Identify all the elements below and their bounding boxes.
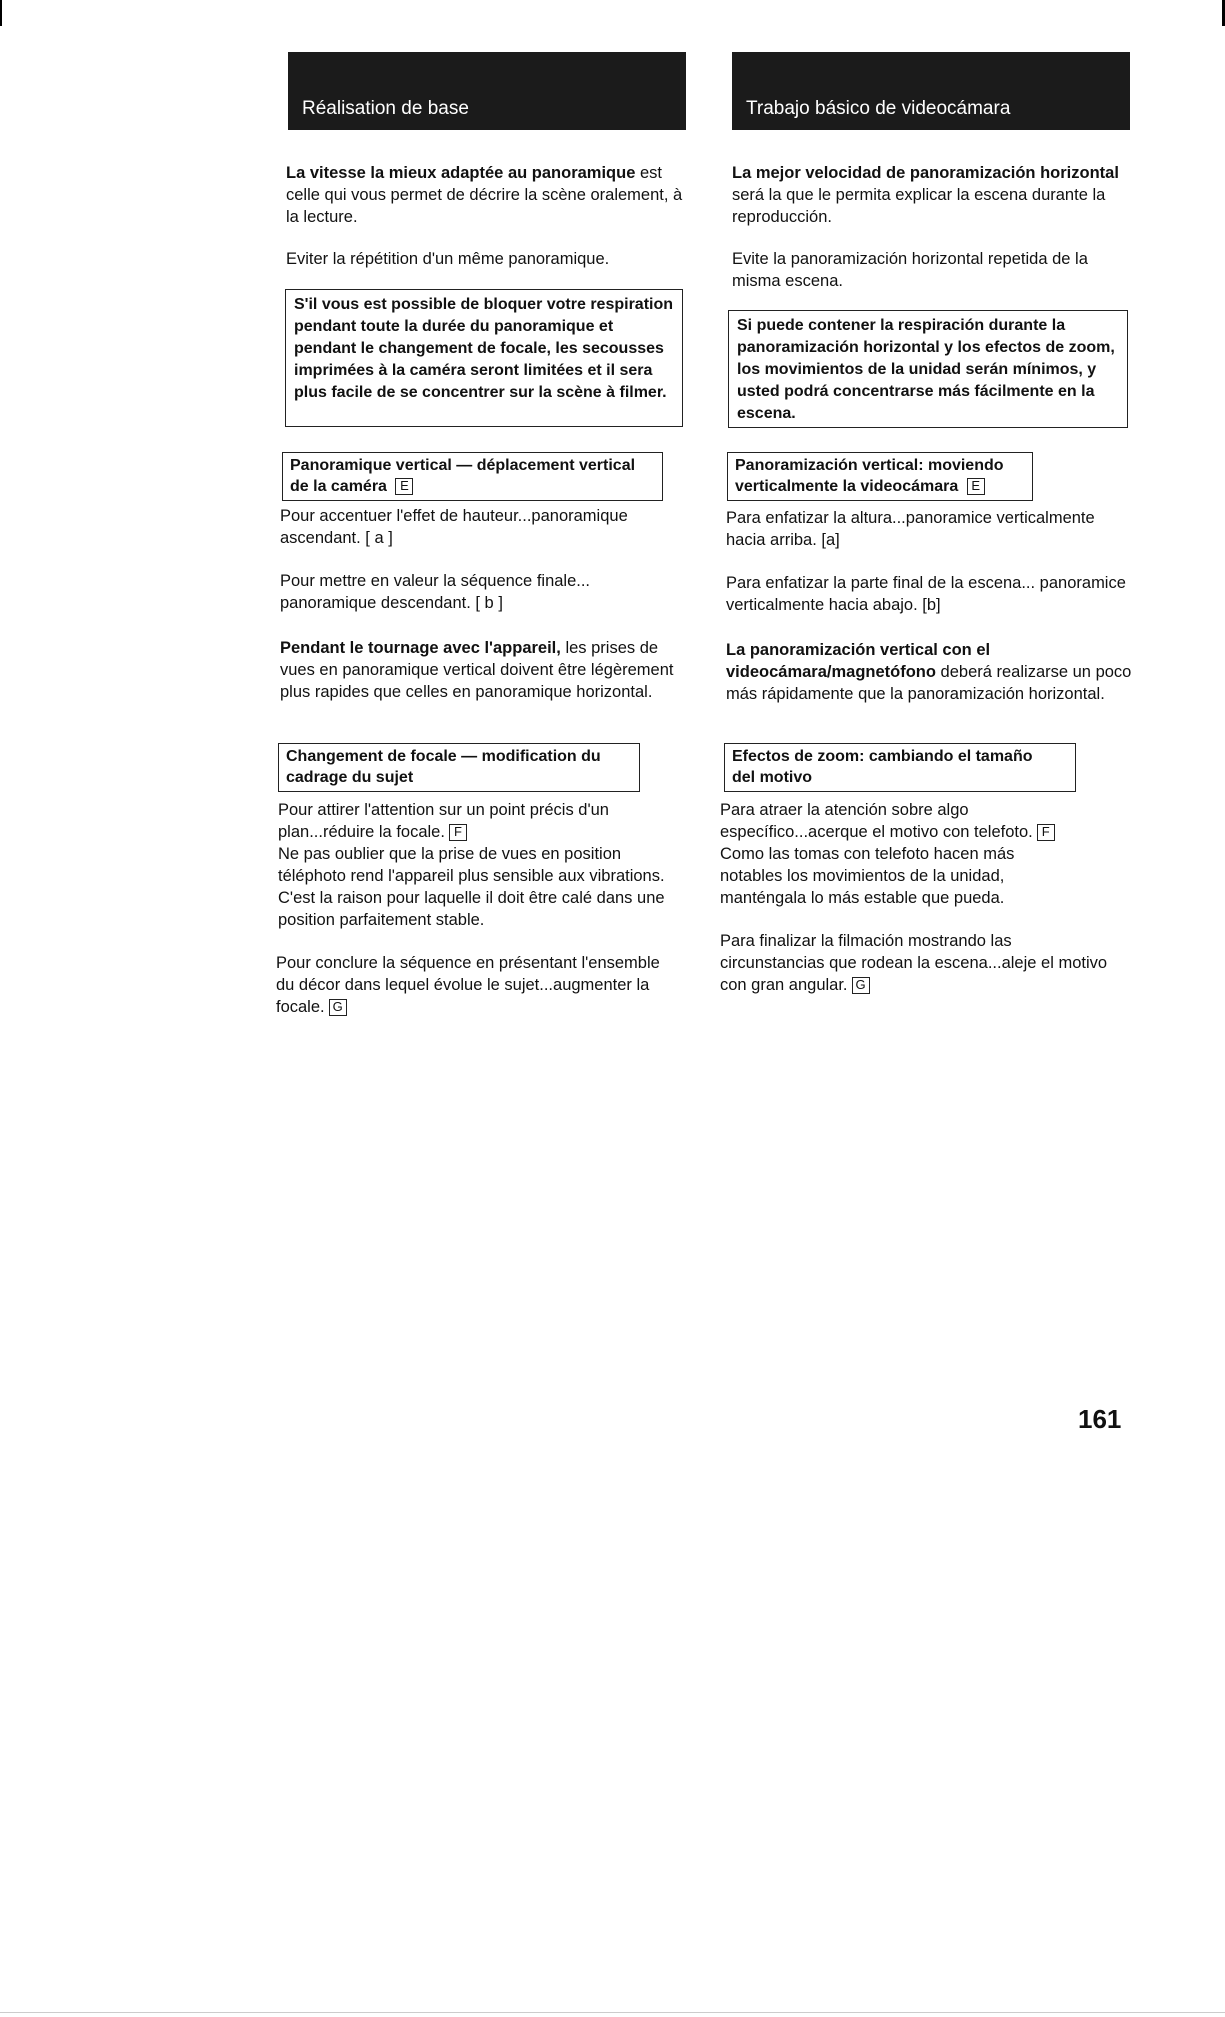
- spanish-zoom-p3: Para finalizar la filmación mostrando las circunstancias que rodean la escena...aleje el motivo con gran angular. G: [720, 932, 1108, 994]
- spanish-intro-rest: será la que le permita explicar la escena durante la reproducción.: [732, 186, 1106, 226]
- french-avoid-text: Eviter la répétition d'un même panoramique.: [286, 250, 610, 268]
- illustration-f-icon: F: [1037, 824, 1055, 841]
- french-vertical-title-line2: de la caméra E: [290, 476, 655, 497]
- french-vertical-p3: [280, 637, 686, 703]
- bottom-edge-line: [0, 2012, 1225, 2013]
- spanish-tip-box: Si puede contener la respiración durante la panoramización horizontal y los efectos de zoom, los movimientos de la unidad serán mínimos, y usted podrá concentrarse más fácilmente en la escena.: [728, 310, 1128, 428]
- french-vertical-p1: Pour accentuer l'effet de hauteur...panoramique ascendant. [ a ]: [280, 507, 628, 547]
- spanish-zoom-title: [724, 743, 1076, 792]
- spanish-zoom-p2: Como las tomas con telefoto hacen más notables los movimientos de la unidad, manténgala lo más estable que pueda.: [720, 845, 1015, 907]
- illustration-g-icon: G: [852, 977, 870, 994]
- spanish-zoom-title-line1: Efectos de zoom: cambiando el tamaño: [732, 748, 1033, 765]
- spanish-avoid-text: Evite la panoramización horizontal repetida de la misma escena.: [732, 250, 1088, 290]
- spanish-vertical-p3-rest: deberá realizarse un poco más rápidamente que la panoramización horizontal.: [726, 663, 1132, 703]
- spanish-vertical-title-line1: Panoramización vertical: moviendo: [735, 457, 1004, 474]
- french-intro: [286, 162, 690, 228]
- spanish-zoom-p1: Para atraer la atención sobre algo específico...acerque el motivo con telefoto. F: [720, 799, 1080, 843]
- french-zoom-p2: Ne pas oublier que la prise de vues en position téléphoto rend l'appareil plus sensible aux vibrations. C'est la raison pour laquelle il doit être calé dans une position parfaitement stable.: [278, 845, 665, 929]
- spanish-vertical-p3: [726, 639, 1132, 705]
- spanish-vertical-p2: Para enfatizar la parte final de la escena... panoramice verticalmente hacia abajo. [b]: [726, 574, 1126, 614]
- illustration-e-icon: E: [395, 478, 413, 495]
- illustration-f-icon: F: [449, 824, 467, 841]
- illustration-e-icon: E: [967, 478, 985, 495]
- spanish-vertical-title-line2: verticalmente la videocámara E: [735, 476, 1025, 497]
- spanish-section-header: Trabajo básico de videocámara: [732, 52, 1130, 130]
- french-zoom-title-line1: Changement de focale — modification du: [286, 748, 601, 765]
- scan-edge-left: [0, 0, 2, 26]
- spanish-intro-bold: La mejor velocidad de panoramización horizontal: [732, 164, 1119, 182]
- page-number: 161: [1078, 1404, 1122, 1434]
- french-zoom-title-line2: cadrage du sujet: [286, 769, 414, 786]
- french-vertical-p2: Pour mettre en valeur la séquence finale... panoramique descendant. [ b ]: [280, 572, 591, 612]
- french-zoom-p3: Pour conclure la séquence en présentant l'ensemble du décor dans lequel évolue le sujet...augmenter la focale. G: [276, 954, 660, 1016]
- french-vertical-pan-title: [282, 452, 663, 501]
- french-section-header: Réalisation de base: [288, 52, 686, 130]
- spanish-zoom-title-line2: del motivo: [732, 769, 813, 786]
- spanish-intro: [732, 162, 1132, 228]
- french-zoom-title: [278, 743, 640, 792]
- illustration-g-icon: G: [329, 999, 347, 1016]
- spanish-vertical-pan-title: [727, 452, 1033, 501]
- french-vertical-p3-bold: Pendant le tournage avec l'appareil,: [280, 639, 561, 657]
- french-intro-bold: La vitesse la mieux adaptée au panoramique: [286, 164, 636, 182]
- spanish-vertical-p1: Para enfatizar la altura...panoramice verticalmente hacia arriba. [a]: [726, 509, 1095, 549]
- french-tip-box: S'il vous est possible de bloquer votre respiration pendant toute la durée du panoramique et pendant le changement de focale, les secousses imprimées à la caméra seront limitées et il sera plus facile de se concentrer sur la scène à filmer.: [285, 289, 683, 427]
- french-zoom-p1: Pour attirer l'attention sur un point précis d'un plan...réduire la focale. F: [278, 801, 609, 841]
- french-intro-rest: est celle qui vous permet de décrire la scène oralement, à la lecture.: [286, 164, 683, 226]
- french-vertical-title-line1: Panoramique vertical — déplacement vertical: [290, 457, 636, 474]
- french-vertical-p3-rest: les prises de vues en panoramique vertical doivent être légèrement plus rapides que celles en panoramique horizontal.: [280, 639, 674, 701]
- spanish-vertical-p3-bold: La panoramización vertical con el videocámara/magnetófono: [726, 641, 991, 681]
